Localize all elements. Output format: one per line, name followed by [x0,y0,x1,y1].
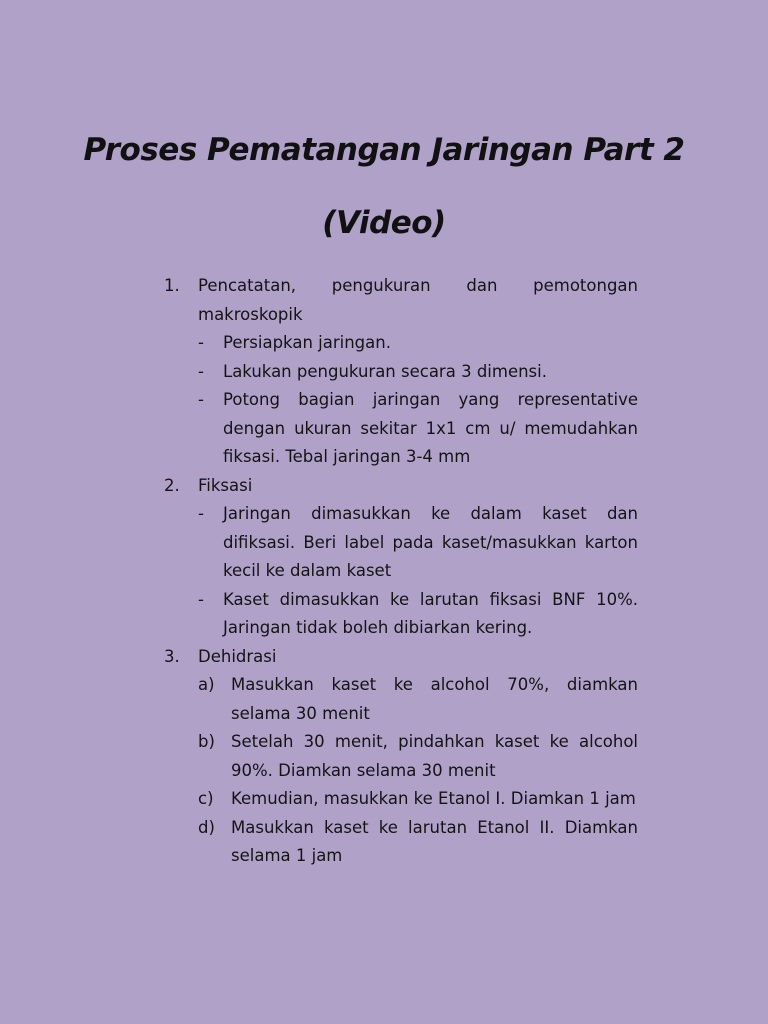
step-dehidrasi [160,643,638,871]
dash-marker: - [198,504,204,523]
letter-marker: d) [198,817,215,837]
step-heading: Dehidrasi [198,646,277,666]
step-pencatatan [160,272,638,472]
list-item-text: Lakukan pengukuran secara 3 dimensi. [223,361,547,381]
document-subtitle: (Video) [322,205,446,241]
step-number: 3. [164,646,180,666]
substeps-list [198,500,638,643]
list-item-text: Jaringan dimasukkan ke dalam kaset dan difiksasi. Beri label pada kaset/masukkan karton kecil ke dalam kaset [223,504,638,580]
steps-list [160,272,638,871]
list-item [198,500,638,586]
list-item [198,358,638,387]
list-item [198,329,638,358]
list-item [198,785,638,814]
list-item-text: Setelah 30 menit, pindahkan kaset ke alcohol 90%. Diamkan selama 30 menit [231,732,638,780]
step-heading: Fiksasi [198,475,253,495]
list-item [198,814,638,871]
step-heading-line2: makroskopik [198,304,303,324]
list-item-text: Kaset dimasukkan ke larutan fiksasi BNF 10%. Jaringan tidak boleh dibiarkan kering. [223,589,638,637]
list-item [198,728,638,785]
document-title: Proses Pematangan Jaringan Part 2 [83,132,685,168]
letter-marker: a) [198,675,215,694]
list-item-text: Persiapkan jaringan. [223,333,391,352]
list-item-text: Potong bagian jaringan yang representative dengan ukuran sekitar 1x1 cm u/ memudahkan fiksasi. Tebal jaringan 3-4 mm [223,390,638,466]
step-heading-line1: Pencatatan, pengukuran dan pemotongan [198,276,638,295]
dash-marker: - [198,390,204,409]
list-item-text: Kemudian, masukkan ke Etanol I. Diamkan 1 jam [231,789,636,808]
dash-marker: - [198,361,204,381]
list-item [198,386,638,472]
step-fiksasi [160,472,638,643]
letter-marker: c) [198,789,214,808]
list-item [198,586,638,643]
letter-marker: b) [198,732,215,751]
list-item [198,671,638,728]
list-item-text: Masukkan kaset ke larutan Etanol II. Diamkan selama 1 jam [231,817,638,865]
step-number: 1. [164,276,180,295]
dash-marker: - [198,589,204,609]
list-item-text: Masukkan kaset ke alcohol 70%, diamkan selama 30 menit [231,675,638,723]
step-number: 2. [164,475,180,495]
dash-marker: - [198,333,204,352]
substeps-list [198,329,638,472]
document-body [160,272,638,871]
substeps-list [198,671,638,871]
